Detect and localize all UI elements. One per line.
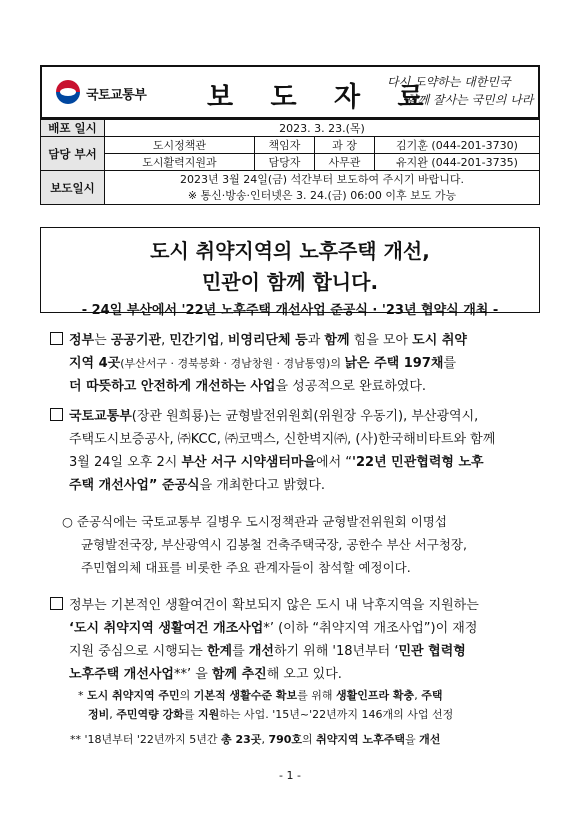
release-value bbox=[105, 171, 540, 205]
footnote-2: ** '18년부터 '22년까지 5년간 총 23곳, 790호의 취약지역 노후주택을 개선 bbox=[70, 733, 441, 746]
page-title: 보 도 자 료 bbox=[207, 82, 438, 113]
page-number: - 1 - bbox=[279, 769, 301, 782]
ministry-name: 국토교통부 bbox=[86, 88, 147, 103]
checkbox-bullet-icon bbox=[50, 332, 63, 345]
slogan-line-1: 다시 도약하는 대한민국 bbox=[387, 75, 511, 89]
paragraph-3: ○ 준공식에는 국토교통부 길병우 도시정책관과 균형발전위원회 이명섭 균형발전국장, 부산광역시 김봉철 건축주택국장, 공한수 부산 서구청장, 주민협의체 대표를 비롯한 주요 관계자들이 참석할 예정이다. bbox=[62, 514, 467, 575]
responsible-row bbox=[41, 137, 540, 154]
headline-subtitle: - 24일 부산에서 '22년 노후주택 개선사업 준공식 · '23년 협약식 개최 - bbox=[81, 303, 499, 318]
department-label: 담당 부서 bbox=[41, 137, 105, 171]
staff-title: 사무관 bbox=[315, 154, 375, 171]
paragraph-1: 정부는 공공기관, 민간기업, 비영리단체 등과 함께 힘을 모아 도시 취약 지역 4곳(부산서구 · 경북봉화 · 경남창원 · 경남통영)의 낡은 주택 197채를 더 따뜻하고 안전하게 개선하는 사업을 성공적으로 완료하였다. bbox=[50, 329, 540, 398]
checkbox-bullet-icon bbox=[50, 597, 63, 610]
press-header bbox=[40, 65, 540, 119]
distribution-label: 배포 일시 bbox=[41, 120, 105, 137]
distribution-row bbox=[41, 120, 540, 137]
paragraph-4: 정부는 기본적인 생활여건이 확보되지 않은 도시 내 낙후지역을 지원하는 ‘도시 취약지역 생활여건 개조사업*’ (이하 “취약지역 개조사업”)이 재정 지원 중심으로 시행되는 한계를 개선하기 위해 '18년부터 ‘민관 협력형 노후주택 개선사업**’ 을 함께 추진해 오고 있다. bbox=[50, 594, 540, 686]
department-1: 도시정책관 bbox=[105, 137, 255, 154]
press-info-table bbox=[40, 119, 540, 205]
paragraph-2: 국토교통부(장관 원희룡)는 균형발전위원회(위원장 우동기), 부산광역시, 주택도시보증공사, ㈜KCC, ㈜코맥스, 신한벽지㈜, (사)한국해비타트와 함께 3월 24일 오후 2시 부산 서구 시약샘터마을에서 “'22년 민관협력형 노후 주택 개선사업” 준공식을 개최한다고 밝혔다. bbox=[50, 405, 540, 497]
footnote-1: * 도시 취약지역 주민의 기본적 생활수준 확보를 위해 생활인프라 확충, 주택 정비, 주민역량 강화를 지원하는 사업. '15년~'22년까지 146개의 사업 선정 bbox=[78, 689, 454, 721]
staff-row bbox=[41, 154, 540, 171]
headline-line-1: 도시 취약지역의 노후주택 개선, bbox=[150, 239, 430, 263]
checkbox-bullet-icon bbox=[50, 408, 63, 421]
distribution-value: 2023. 3. 23.(목) bbox=[105, 120, 540, 137]
release-line-1: 2023년 3월 24일(금) 석간부터 보도하여 주시기 바랍니다. bbox=[180, 172, 464, 186]
release-label: 보도일시 bbox=[41, 171, 105, 205]
staff-name: 유지완 (044-201-3735) bbox=[375, 154, 540, 171]
ministry-emblem-icon bbox=[56, 80, 80, 104]
department-2: 도시활력지원과 bbox=[105, 154, 255, 171]
responsible-name: 김기훈 (044-201-3730) bbox=[375, 137, 540, 154]
responsible-label: 책임자 bbox=[255, 137, 315, 154]
release-line-2: ※ 통신·방송·인터넷은 3. 24.(금) 06:00 이후 보도 가능 bbox=[187, 188, 457, 202]
release-row bbox=[41, 171, 540, 205]
staff-label: 담당자 bbox=[255, 154, 315, 171]
responsible-title: 과 장 bbox=[315, 137, 375, 154]
headline-line-2: 민관이 함께 합니다. bbox=[201, 270, 379, 294]
slogan-line-2: 함께 잘사는 국민의 나라 bbox=[406, 93, 534, 107]
headline-box bbox=[40, 227, 540, 318]
